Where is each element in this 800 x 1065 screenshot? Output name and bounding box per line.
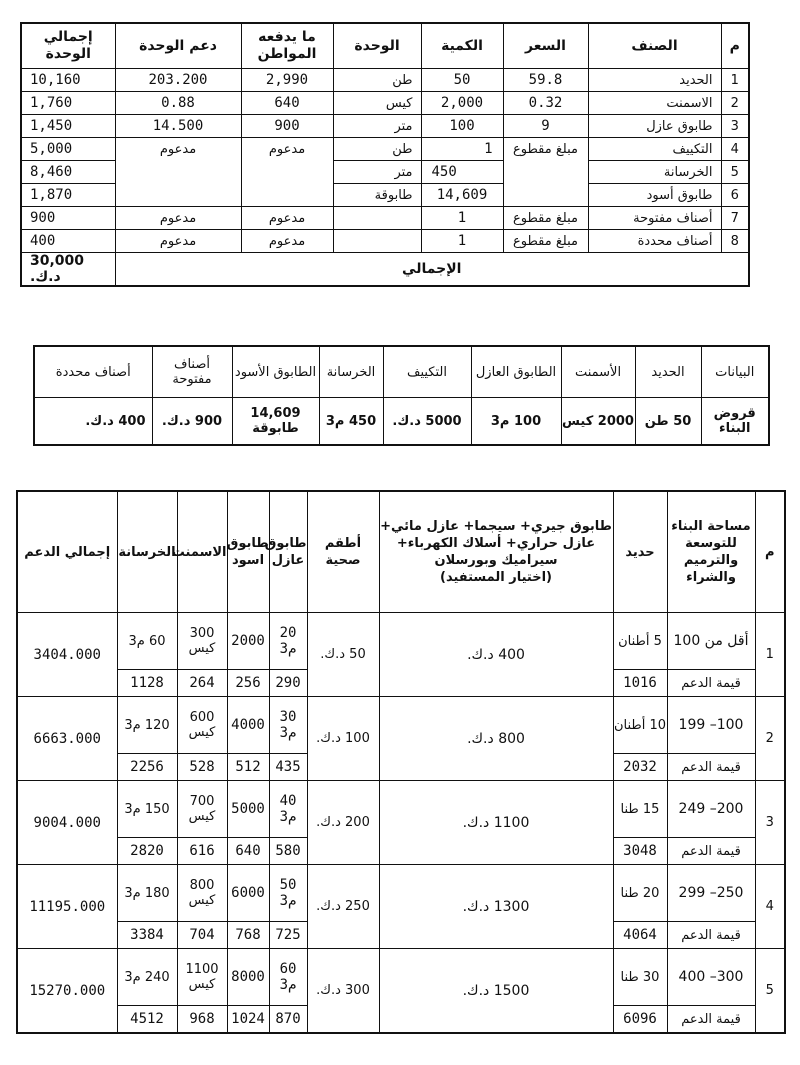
support-black-brick: 768 [227, 922, 269, 949]
support-label: قيمة الدعم [667, 838, 755, 865]
unit-total: 1,760 [21, 92, 115, 115]
price: مبلغ مقطوع [503, 207, 588, 230]
support-label: قيمة الدعم [667, 754, 755, 781]
mix-amount: 1500 د.ك. [379, 949, 613, 1034]
value-iron: 50 طن [635, 398, 701, 446]
support-insulating-brick: 580 [269, 838, 307, 865]
citizen-pays: 640 [241, 92, 333, 115]
support-concrete: 2256 [117, 754, 177, 781]
header-citizen-pays: ما يدفعه المواطن [241, 23, 333, 69]
support-concrete: 4512 [117, 1006, 177, 1034]
support-cement: 616 [177, 838, 227, 865]
support-by-area-table [16, 490, 786, 1034]
quantity: 1 [421, 138, 503, 161]
unit-total: 5,000 [21, 138, 115, 161]
sanitary-amount: 50 د.ك. [307, 613, 379, 697]
insulating-brick: 40 م3 [269, 781, 307, 838]
unit-support: 203.200 [115, 69, 241, 92]
support-label: قيمة الدعم [667, 922, 755, 949]
total-support: 15270.000 [17, 949, 117, 1034]
row-number: 1 [721, 69, 749, 92]
unit-support: مدعوم [115, 138, 241, 207]
total-label: الإجمالي [115, 253, 749, 287]
citizen-pays: مدعوم [241, 138, 333, 207]
price: مبلغ مقطوع [503, 230, 588, 253]
table2-values-row [34, 398, 769, 446]
iron: 5 أطنان [613, 613, 667, 670]
sanitary-amount: 200 د.ك. [307, 781, 379, 865]
table-row [21, 92, 749, 115]
unit-total: 10,160 [21, 69, 115, 92]
table-row [17, 697, 785, 754]
item-name: الاسمنت [588, 92, 721, 115]
insulating-brick: 60 م3 [269, 949, 307, 1006]
concrete: 150 م3 [117, 781, 177, 838]
area-range: أقل من 100 [667, 613, 755, 670]
row-number: 1 [755, 613, 785, 697]
row-number: 2 [755, 697, 785, 781]
header-specific-items: أصناف محددة [34, 346, 152, 398]
concrete: 120 م3 [117, 697, 177, 754]
area-range: 300– 400 [667, 949, 755, 1006]
header-black-brick: طابوق اسود [227, 491, 269, 613]
concrete: 60 م3 [117, 613, 177, 670]
iron: 15 طنا [613, 781, 667, 838]
header-open-items: أصناف مفتوحة [152, 346, 232, 398]
total-support: 3404.000 [17, 613, 117, 697]
support-insulating-brick: 725 [269, 922, 307, 949]
value-ac: 5000 د.ك. [383, 398, 471, 446]
table-row [21, 69, 749, 92]
sanitary-amount: 100 د.ك. [307, 697, 379, 781]
row-number: 5 [721, 161, 749, 184]
black-brick: 8000 [227, 949, 269, 1006]
quantity: 14,609 [421, 184, 503, 207]
area-range: 250– 299 [667, 865, 755, 922]
unit: متر [333, 161, 421, 184]
table1-header-row [21, 23, 749, 69]
row-number: 3 [721, 115, 749, 138]
value-insulating-brick: 100 م3 [471, 398, 561, 446]
total-value: 30,000 د.ك. [21, 253, 115, 287]
total-support: 11195.000 [17, 865, 117, 949]
price: 59.8 [503, 69, 588, 92]
header-iron: حديد [613, 491, 667, 613]
unit-total: 900 [21, 207, 115, 230]
quantity: 100 [421, 115, 503, 138]
table-row [21, 138, 749, 161]
row-label: قروض البناء [701, 398, 769, 446]
support-label: قيمة الدعم [667, 1006, 755, 1034]
sanitary-amount: 250 د.ك. [307, 865, 379, 949]
area-range: 200– 249 [667, 781, 755, 838]
mix-amount: 1100 د.ك. [379, 781, 613, 865]
header-unit-support: دعم الوحدة [115, 23, 241, 69]
insulating-brick: 30 م3 [269, 697, 307, 754]
iron: 10 أطنان [613, 697, 667, 754]
value-black-brick: 14,609 طابوقة [232, 398, 319, 446]
header-unit: الوحدة [333, 23, 421, 69]
black-brick: 2000 [227, 613, 269, 670]
mix-amount: 1300 د.ك. [379, 865, 613, 949]
unit-support: 14.500 [115, 115, 241, 138]
mix-amount: 800 د.ك. [379, 697, 613, 781]
black-brick: 5000 [227, 781, 269, 838]
header-cement: الاسمنت [177, 491, 227, 613]
support-cement: 968 [177, 1006, 227, 1034]
cement: 300 كيس [177, 613, 227, 670]
black-brick: 6000 [227, 865, 269, 922]
support-iron: 2032 [613, 754, 667, 781]
header-sanitary: أطقم صحية [307, 491, 379, 613]
row-number: 7 [721, 207, 749, 230]
header-cement: الأسمنت [561, 346, 635, 398]
price: 0.32 [503, 92, 588, 115]
header-n: م [721, 23, 749, 69]
table-row [21, 115, 749, 138]
iron: 30 طنا [613, 949, 667, 1006]
support-cement: 704 [177, 922, 227, 949]
support-cement: 528 [177, 754, 227, 781]
header-item: الصنف [588, 23, 721, 69]
cement: 1100 كيس [177, 949, 227, 1006]
concrete: 180 م3 [117, 865, 177, 922]
header-concrete: الخرسانة [319, 346, 383, 398]
support-insulating-brick: 870 [269, 1006, 307, 1034]
table2-header-row [34, 346, 769, 398]
support-cement: 264 [177, 670, 227, 697]
black-brick: 4000 [227, 697, 269, 754]
table3-header-row [17, 491, 785, 613]
price: 9 [503, 115, 588, 138]
support-black-brick: 1024 [227, 1006, 269, 1034]
header-ac: التكييف [383, 346, 471, 398]
header-data: البيانات [701, 346, 769, 398]
header-mix [379, 491, 613, 613]
header-price: السعر [503, 23, 588, 69]
quantity: 450 [421, 161, 503, 184]
quantity: 1 [421, 230, 503, 253]
unit-total: 400 [21, 230, 115, 253]
support-black-brick: 256 [227, 670, 269, 697]
header-insulating-brick: طابوق عازل [269, 491, 307, 613]
support-iron: 4064 [613, 922, 667, 949]
support-concrete: 2820 [117, 838, 177, 865]
table-row [17, 781, 785, 838]
header-area: مساحة البناء للتوسعة والترميم والشراء [667, 491, 755, 613]
row-number: 5 [755, 949, 785, 1034]
table-row [17, 613, 785, 670]
total-row [21, 253, 749, 287]
citizen-pays: 2,990 [241, 69, 333, 92]
insulating-brick: 20 م3 [269, 613, 307, 670]
sanitary-amount: 300 د.ك. [307, 949, 379, 1034]
table-row [17, 865, 785, 922]
support-iron: 1016 [613, 670, 667, 697]
support-concrete: 1128 [117, 670, 177, 697]
item-name: أصناف محددة [588, 230, 721, 253]
citizen-pays: 900 [241, 115, 333, 138]
row-number: 3 [755, 781, 785, 865]
support-iron: 6096 [613, 1006, 667, 1034]
citizen-pays: مدعوم [241, 230, 333, 253]
item-name: طابوق أسود [588, 184, 721, 207]
support-insulating-brick: 290 [269, 670, 307, 697]
unit-total: 1,450 [21, 115, 115, 138]
total-support: 9004.000 [17, 781, 117, 865]
support-black-brick: 512 [227, 754, 269, 781]
table-row [21, 207, 749, 230]
row-number: 8 [721, 230, 749, 253]
unit-support: مدعوم [115, 230, 241, 253]
row-number: 4 [755, 865, 785, 949]
header-qty: الكمية [421, 23, 503, 69]
insulating-brick: 50 م3 [269, 865, 307, 922]
citizen-pays: مدعوم [241, 207, 333, 230]
header-concrete: الخرسانة [117, 491, 177, 613]
row-number: 2 [721, 92, 749, 115]
unit: كيس [333, 92, 421, 115]
value-concrete: 450 م3 [319, 398, 383, 446]
total-support: 6663.000 [17, 697, 117, 781]
support-label: قيمة الدعم [667, 670, 755, 697]
header-iron: الحديد [635, 346, 701, 398]
quantity: 50 [421, 69, 503, 92]
area-range: 100– 199 [667, 697, 755, 754]
unit-support: 0.88 [115, 92, 241, 115]
row-number: 4 [721, 138, 749, 161]
materials-price-table [20, 22, 750, 287]
value-cement: 2000 كيس [561, 398, 635, 446]
table-row [21, 230, 749, 253]
value-specific-items: 400 د.ك. [34, 398, 152, 446]
iron: 20 طنا [613, 865, 667, 922]
unit: متر [333, 115, 421, 138]
header-mix-note: (اختيار المستفيد) [440, 570, 552, 585]
support-insulating-brick: 435 [269, 754, 307, 781]
item-name: الحديد [588, 69, 721, 92]
unit [333, 207, 421, 230]
value-open-items: 900 د.ك. [152, 398, 232, 446]
unit-support: مدعوم [115, 207, 241, 230]
table-row [17, 949, 785, 1006]
item-name: طابوق عازل [588, 115, 721, 138]
header-n: م [755, 491, 785, 613]
concrete: 240 م3 [117, 949, 177, 1006]
building-loans-table [33, 345, 770, 446]
support-black-brick: 640 [227, 838, 269, 865]
quantity: 1 [421, 207, 503, 230]
header-unit-total: إجمالي الوحدة [21, 23, 115, 69]
item-name: أصناف مفتوحة [588, 207, 721, 230]
cement: 700 كيس [177, 781, 227, 838]
row-number: 6 [721, 184, 749, 207]
unit [333, 230, 421, 253]
cement: 600 كيس [177, 697, 227, 754]
cement: 800 كيس [177, 865, 227, 922]
header-insulating-brick: الطابوق العازل [471, 346, 561, 398]
price: مبلغ مقطوع [503, 138, 588, 207]
item-name: الخرسانة [588, 161, 721, 184]
quantity: 2,000 [421, 92, 503, 115]
unit: طن [333, 69, 421, 92]
support-concrete: 3384 [117, 922, 177, 949]
unit-total: 1,870 [21, 184, 115, 207]
header-mix-text: طابوق جيري+ سيجما+ عازل مائي+ عازل حراري+ أسلاك الكهرباء+ سيراميك وبورسلان [380, 519, 612, 568]
mix-amount: 400 د.ك. [379, 613, 613, 697]
unit: طن [333, 138, 421, 161]
unit-total: 8,460 [21, 161, 115, 184]
header-total-support: إجمالي الدعم [17, 491, 117, 613]
unit: طابوقة [333, 184, 421, 207]
item-name: التكييف [588, 138, 721, 161]
support-iron: 3048 [613, 838, 667, 865]
header-black-brick: الطابوق الأسود [232, 346, 319, 398]
